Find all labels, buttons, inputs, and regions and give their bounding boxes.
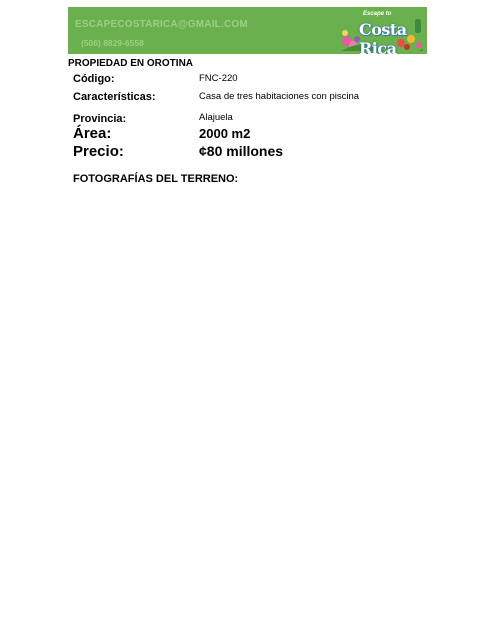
contact-email: ESCAPECOSTARICA@GMAIL.COM (75, 19, 248, 30)
price-label: Precio: (73, 143, 124, 160)
contact-phone: (506) 8829-6558 (81, 38, 144, 48)
code-label: Código: (73, 73, 115, 85)
escape-to-costa-rica-logo (341, 9, 423, 54)
features-value: Casa de tres habitaciones con piscina (199, 91, 360, 102)
logo-title: Costa Rica (359, 20, 407, 54)
header-banner (68, 7, 427, 54)
price-value: ¢80 millones (199, 143, 284, 159)
property-title: PROPIEDAD EN OROTINA (68, 58, 194, 69)
province-value: Alajuela (199, 112, 233, 123)
features-label: Características: (73, 91, 156, 103)
code-value: FNC-220 (199, 73, 238, 84)
area-label: Área: (73, 125, 112, 142)
photos-heading: FOTOGRAFÍAS DEL TERRENO: (73, 173, 239, 185)
province-label: Provincia: (73, 113, 127, 125)
area-value: 2000 m2 (199, 126, 251, 141)
logo-tagline: Escape to (363, 11, 392, 17)
